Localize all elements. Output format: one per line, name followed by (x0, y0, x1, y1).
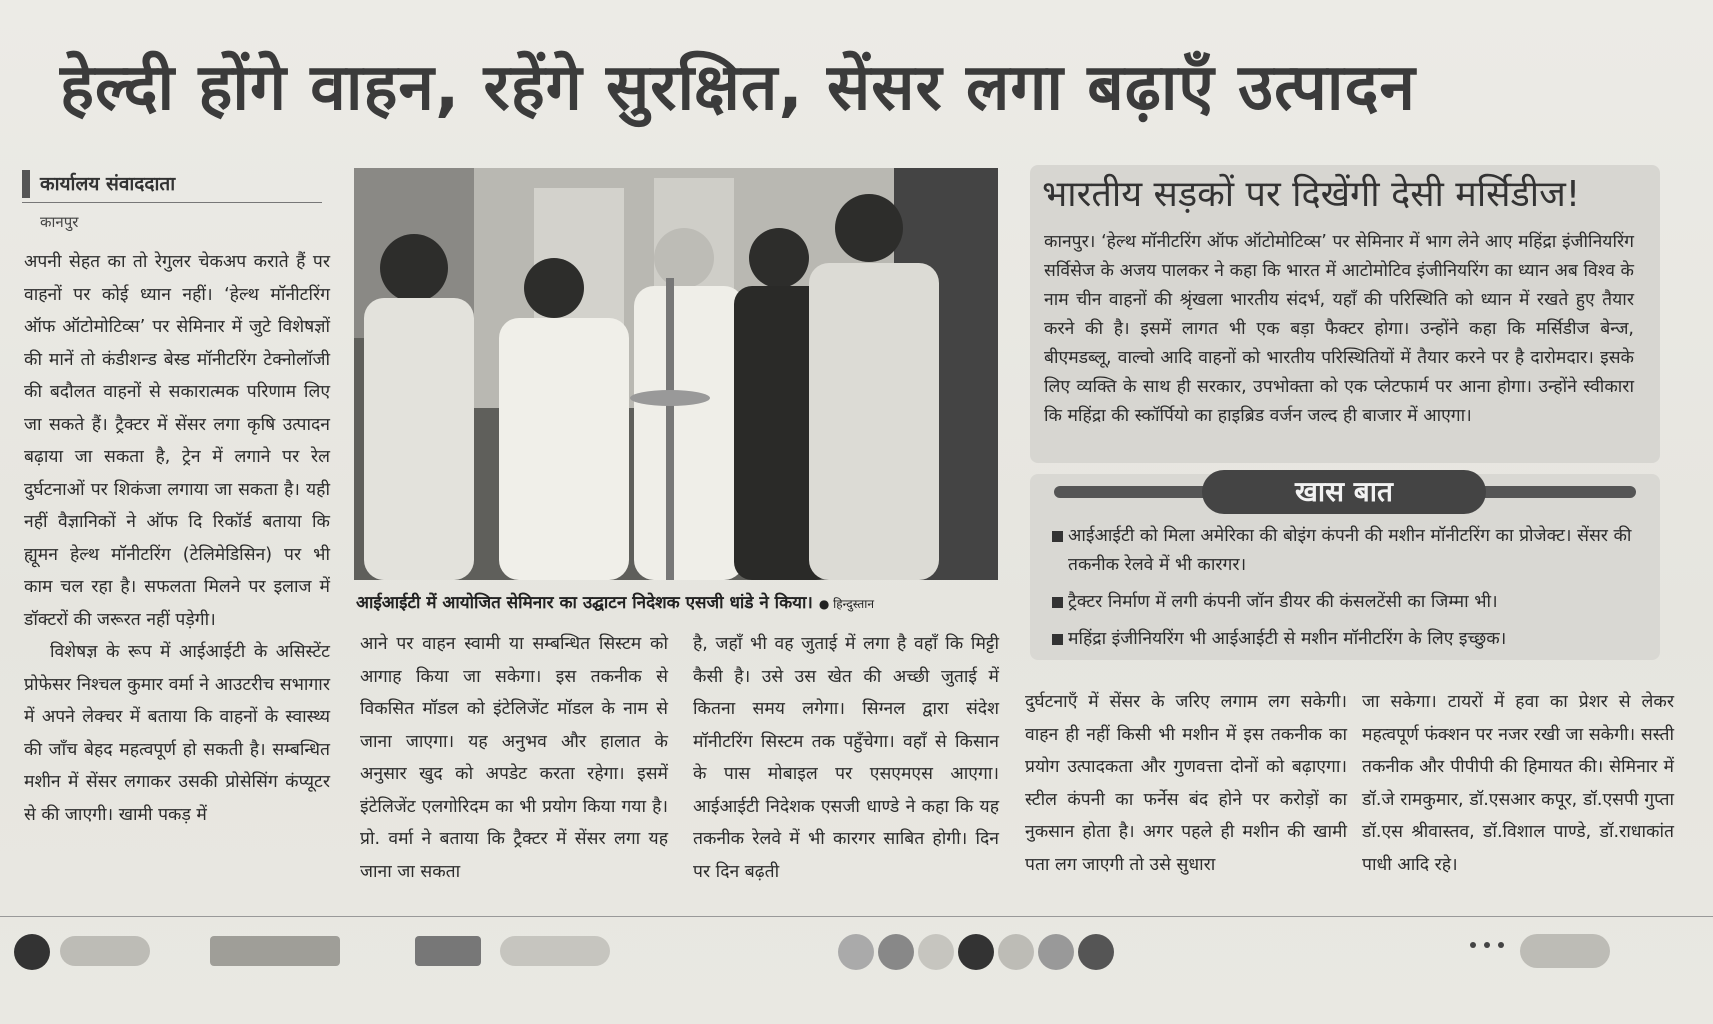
article-paragraph: है, जहाँ भी वह जुताई में लगा है वहाँ कि मिट्टी कैसी है। उसे उस खेत की अच्छी जुताई में कितना समय लगेगा। सिग्नल द्वारा संदेश मॉनीटरिंग सिस्टम तक पहुँचेगा। वहाँ से किसान के पास मोबाइल पर एसएमएस आएगा। आईआईटी निदेशक एसजी धाण्डे ने कहा कि यह तकनीक रेलवे में भी कारगर साबित होगी। दिन पर दिन बढ़ती (693, 634, 999, 882)
dateline: कानपुर (40, 213, 79, 231)
footer-dot (878, 934, 914, 970)
bottom-rule (0, 916, 1713, 917)
highlights-label: खास बात (1202, 470, 1486, 514)
footer-dot (210, 936, 340, 966)
footer-dot (1498, 942, 1504, 948)
footer-dot (1484, 942, 1490, 948)
article-paragraph: आने पर वाहन स्वामी या सम्बन्धित सिस्टम को आगाह किया जा सकेगा। इस तकनीक से विकसित मॉडल को इंटेलिजेंट मॉडल के नाम से जाना जाएगा। यह अनुभव और हालात के अनुसार खुद को अपडेट करता रहेगा। इसमें इंटेलिजेंट एलगोरिदम का भी प्रयोग किया गया है। प्रो. वर्मा ने बताया कि ट्रैक्टर में सेंसर लगा यह जाना जा सकता (360, 634, 668, 882)
photo-caption (356, 590, 1006, 613)
footer-dot (415, 936, 481, 966)
photo-caption-text: आईआईटी में आयोजित सेमिनार का उद्घाटन निदेशक एसजी धांडे ने किया। (356, 593, 813, 613)
highlight-item: ट्रैक्टर निर्माण में लगी कंपनी जॉन डीयर की कंसलटेंसी का जिम्मा भी। (1048, 588, 1648, 617)
byline: कार्यालय संवाददाता (40, 173, 176, 195)
footer-dot (1038, 934, 1074, 970)
sidebar-story-text: कानपुर। ‘हेल्थ मॉनीटरिंग ऑफ ऑटोमोटिव्स’ पर सेमिनार में भाग लेने आए महिंद्रा इंजीनियरिंग सर्विसेज के अजय पालकर ने कहा कि भारत में आटोमोटिव इंजीनियरिंग का ध्यान अब विश्व के नाम चीन वाहनों की श्रृंखला भारतीय संदर्भ, यहाँ की परिस्थिति को ध्यान में रखते हुए तैयार करने की है। इसमें लागत भी एक बड़ा फैक्टर होगा। उन्होंने कहा कि मर्सिडीज बेन्ज, बीएमडब्लू, वाल्वो आदि वाहनों को भारतीय परिस्थितियों में तैयार करने पर है दारोमदार। इसके लिए व्यक्ति के साथ ही सरकार, उपभोक्ता को एक प्लेटफार्म पर आना होगा। उन्होंने स्वीकारा कि महिंद्रा की स्कॉर्पियो का हाइब्रिड वर्जन जल्द ही बाजार में आएगा। (1044, 232, 1634, 426)
highlight-item: आईआईटी को मिला अमेरिका की बोइंग कंपनी की मशीन मॉनीटरिंग का प्रोजेक्ट। सेंसर की तकनीक रेलवे में भी कारगर। (1048, 522, 1648, 580)
article-column-4 (1025, 686, 1347, 881)
article-paragraph: जा सकेगा। टायरों में हवा का प्रेशर से लेकर महत्वपूर्ण फंक्शन पर नजर रखी जा सकेगी। सस्ती तकनीक और पीपीपी की हिमायत की। सेमिनार में डॉ.जे रामकुमार, डॉ.एसआर कपूर, डॉ.एसपी गुप्ता डॉ.एस श्रीवास्तव, डॉ.विशाल पाण्डे, डॉ.राधाकांत पाधी आदि रहे। (1362, 692, 1674, 875)
footer-dot (60, 936, 150, 966)
footer-dot (918, 934, 954, 970)
event-photo (354, 168, 998, 580)
photo-credit: ● हिन्दुस्तान (818, 597, 874, 611)
sidebar-story-title: भारतीय सड़कों पर दिखेंगी देसी मर्सिडीज! (1042, 174, 1581, 215)
event-photo-illustration (354, 168, 998, 580)
footer-dot (1470, 942, 1476, 948)
article-column-1 (24, 246, 330, 831)
article-paragraph: विशेषज्ञ के रूप में आईआईटी के असिस्टेंट प्रोफेसर निश्चल कुमार वर्मा ने आउटरीच सभागार में अपने लेक्चर में बताया कि वाहनों के स्वास्थ्य की जाँच बेहद महत्वपूर्ण हो सकती है। सम्बन्धित मशीन में सेंसर लगाकर उसकी प्रोसेसिंग कंप्यूटर से की जाएगी। खामी पकड़ में (24, 642, 330, 825)
footer-dot (14, 934, 50, 970)
article-column-2 (360, 628, 668, 888)
headline: हेल्दी होंगे वाहन, रहेंगे सुरक्षित, सेंसर लगा बढ़ाएँ उत्पादन (60, 51, 1416, 125)
article-column-5 (1362, 686, 1674, 881)
article-paragraph: दुर्घटनाएँ में सेंसर के जरिए लगाम लग सकेगी। वाहन ही नहीं किसी भी मशीन में इस तकनीक का प्रयोग उत्पादकता और गुणवत्ता दोनों को बढ़ाएगा। स्टील कंपनी का फर्नेस बंद होने पर करोड़ों का नुकसान होता है। अगर पहले ही मशीन की खामी पता लग जाएगी तो उसे सुधारा (1025, 692, 1347, 875)
highlight-item: महिंद्रा इंजीनियरिंग भी आईआईटी से मशीन मॉनीटरिंग के लिए इच्छुक। (1048, 625, 1648, 654)
highlights-list (1048, 522, 1648, 662)
footer-dot (998, 934, 1034, 970)
byline-marker (22, 170, 30, 198)
footer-dot (958, 934, 994, 970)
decorative-footer-dots (0, 920, 1713, 980)
article-column-3 (693, 628, 999, 888)
footer-dot (1520, 934, 1610, 968)
footer-dot (500, 936, 610, 966)
footer-dot (838, 934, 874, 970)
article-paragraph: अपनी सेहत का तो रेगुलर चेकअप कराते हैं पर वाहनों पर कोई ध्यान नहीं। ‘हेल्थ मॉनीटरिंग ऑफ ऑटोमोटिव्स’ पर सेमिनार में जुटे विशेषज्ञों की मानें तो कंडीशन्ड बेस्ड मॉनीटरिंग टेक्नोलॉजी की बदौलत वाहनों से सकारात्मक परिणाम लिए जा सकते हैं। ट्रैक्टर में सेंसर लगा कृषि उत्पादन बढ़ाया जा सकता है, ट्रेन में लगाने पर रेल दुर्घटनाओं पर शिकंजा लगाया जा सकता है। यही नहीं वैज्ञानिकों ने ऑफ दि रिकॉर्ड बताया कि ह्यूमन हेल्थ मॉनीटरिंग (टेलिमेडिसिन) पर भी काम चल रहा है। सफलता मिलने पर इलाज में डॉक्टरों की जरूरत नहीं पड़ेगी। (24, 252, 330, 630)
footer-dot (1078, 934, 1114, 970)
byline-rule (22, 202, 322, 203)
